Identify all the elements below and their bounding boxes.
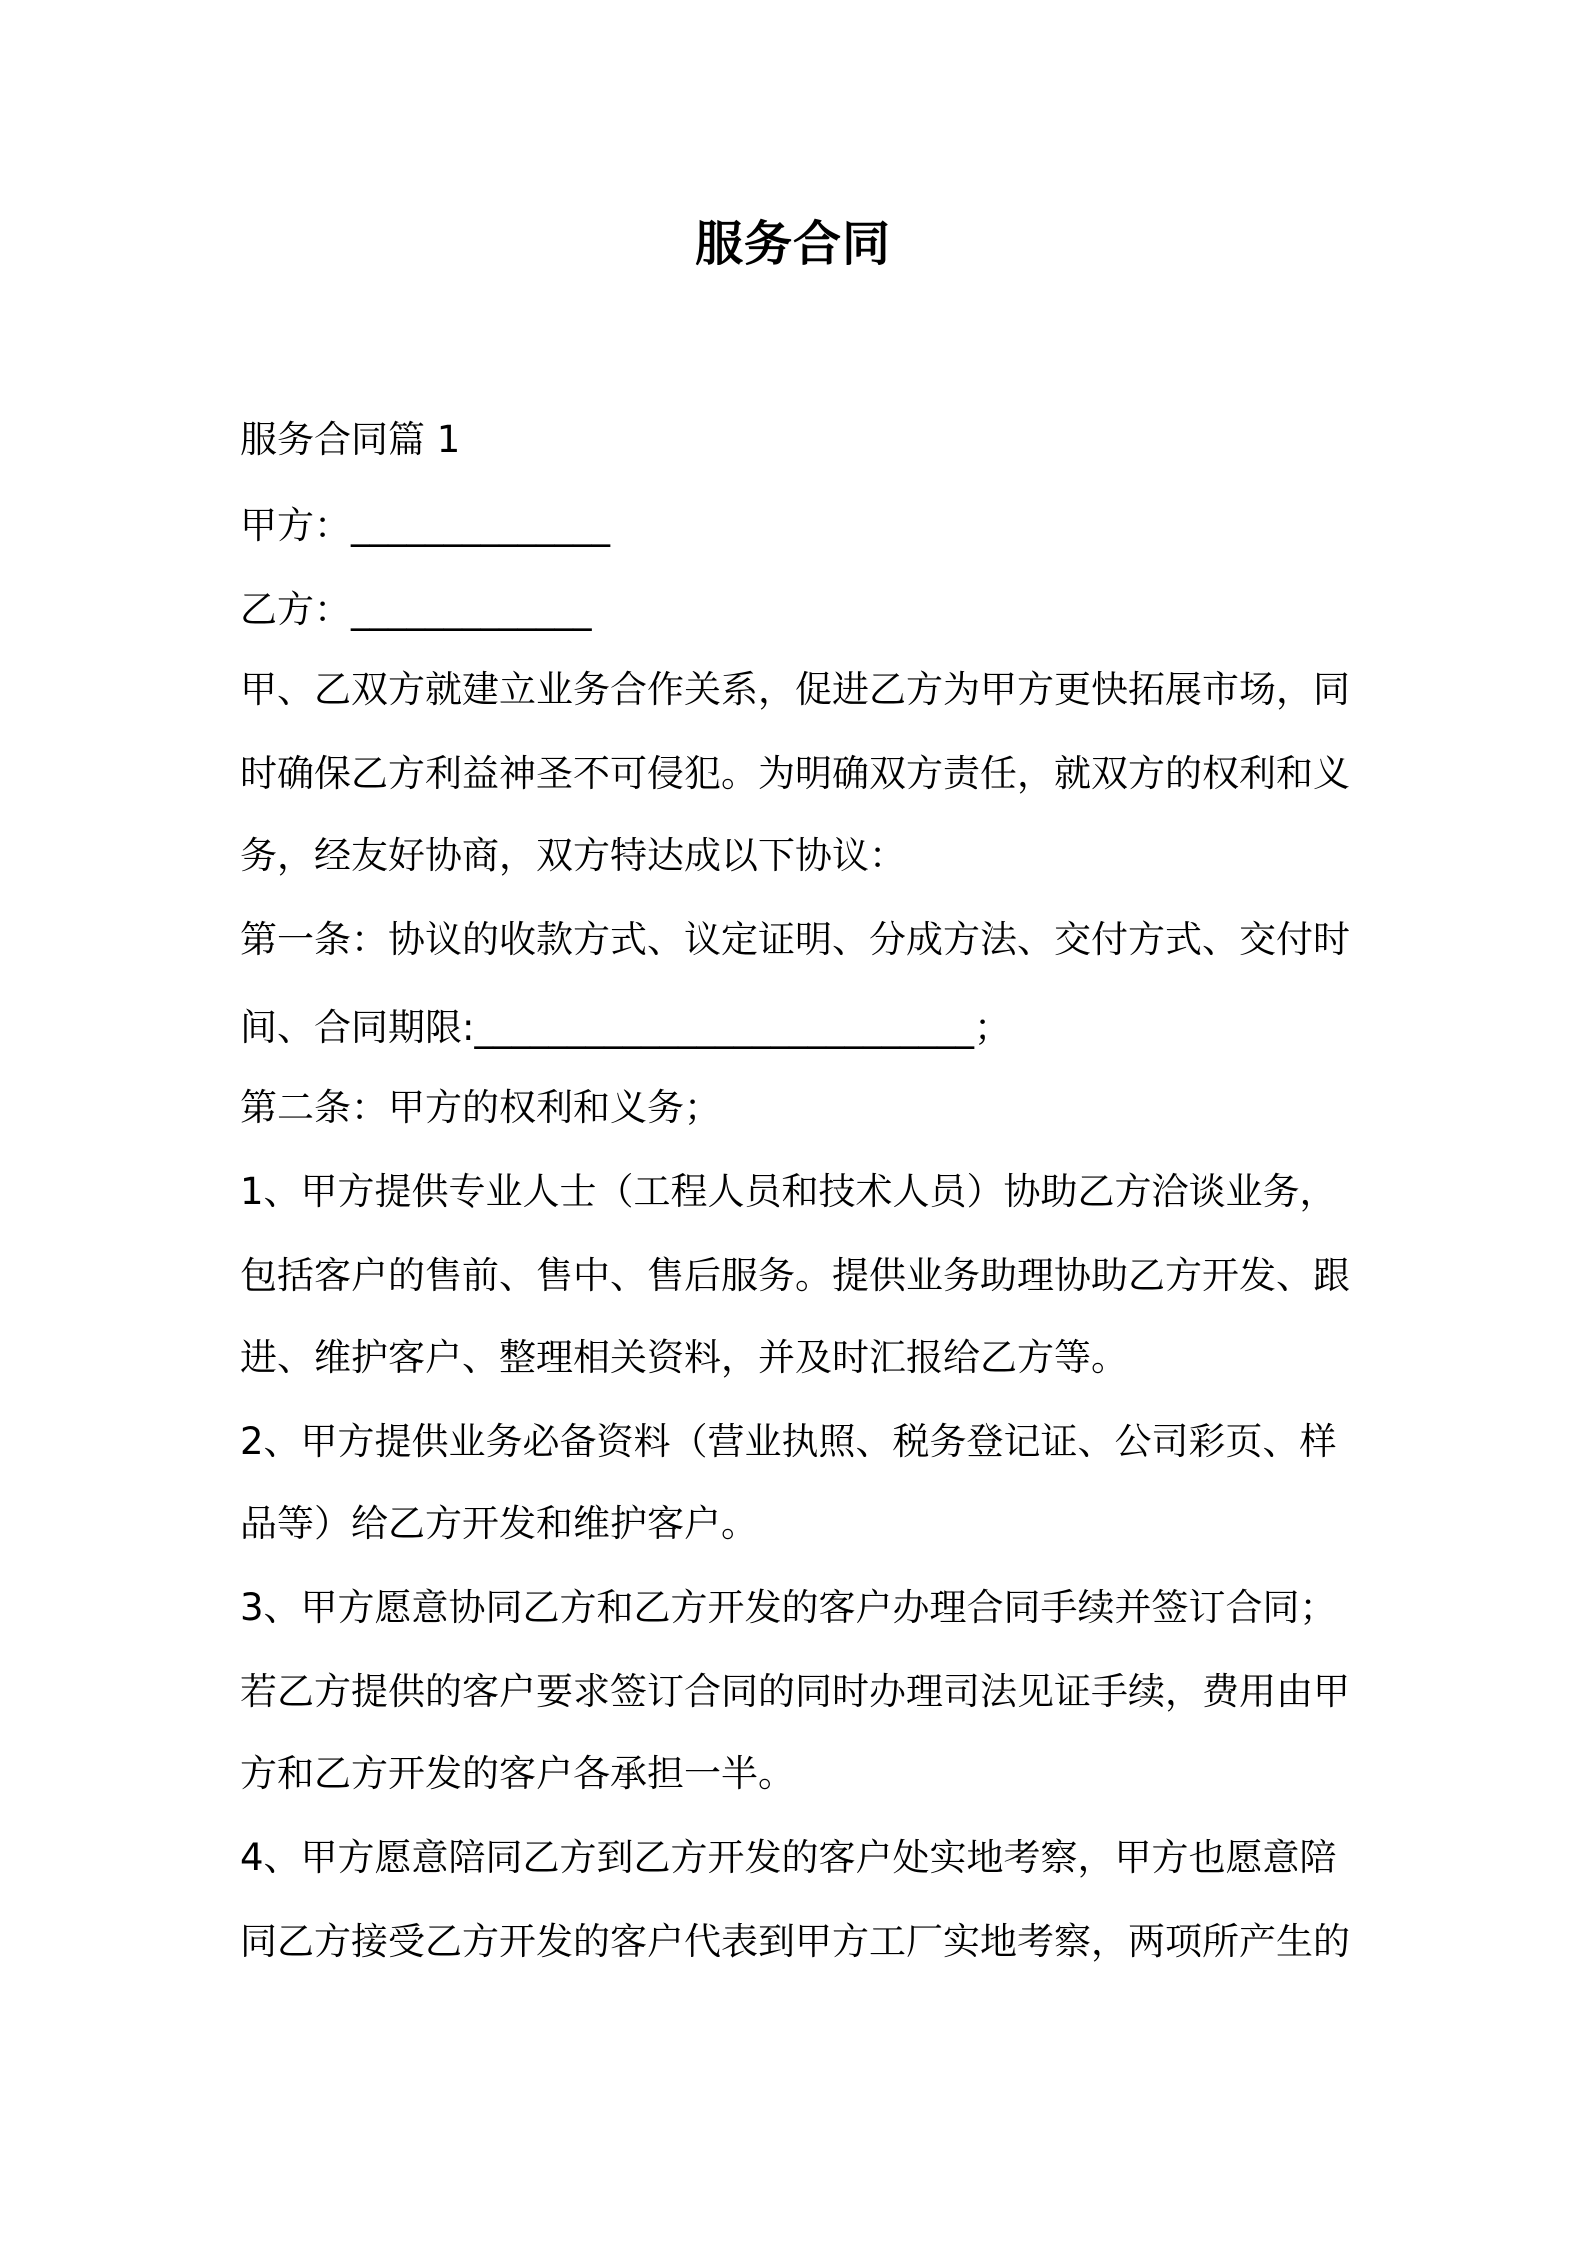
document-title: 服务合同: [694, 216, 891, 272]
text-line: 间、合同期限:___________________________；: [240, 1006, 1011, 1049]
text-line: 第一条：协议的收款方式、议定证明、分成方法、交付方式、交付时: [240, 918, 1350, 961]
text-line: 方和乙方开发的客户各承担一半。: [240, 1752, 795, 1795]
text-line: 第二条：甲方的权利和义务；: [240, 1086, 721, 1129]
text-line: 若乙方提供的客户要求签订合同的同时办理司法见证手续，费用由甲: [240, 1670, 1350, 1713]
text-line: 1、甲方提供专业人士（工程人员和技术人员）协助乙方洽谈业务，: [240, 1170, 1337, 1213]
text-line: 同乙方接受乙方开发的客户代表到甲方工厂实地考察，两项所产生的: [240, 1920, 1350, 1963]
text-line: 3、甲方愿意协同乙方和乙方开发的客户办理合同手续并签订合同；: [240, 1586, 1337, 1629]
text-line: 甲、乙双方就建立业务合作关系，促进乙方为甲方更快拓展市场，同: [240, 668, 1350, 711]
text-line: 2、甲方提供业务必备资料（营业执照、税务登记证、公司彩页、样: [240, 1420, 1337, 1463]
text-line: 品等）给乙方开发和维护客户。: [240, 1502, 758, 1545]
section-heading: 服务合同篇 1: [240, 418, 461, 461]
text-line: 务，经友好协商，双方特达成以下协议：: [240, 834, 906, 877]
text-line: 4、甲方愿意陪同乙方到乙方开发的客户处实地考察，甲方也愿意陪: [240, 1836, 1337, 1879]
text-line: 包括客户的售前、售中、售后服务。提供业务助理协助乙方开发、跟: [240, 1254, 1350, 1297]
party-a-line: 甲方：______________: [240, 504, 610, 547]
text-line: 时确保乙方利益神圣不可侵犯。为明确双方责任，就双方的权利和义: [240, 752, 1350, 795]
party-b-line: 乙方：_____________: [240, 588, 592, 631]
text-line: 进、维护客户、整理相关资料，并及时汇报给乙方等。: [240, 1336, 1128, 1379]
